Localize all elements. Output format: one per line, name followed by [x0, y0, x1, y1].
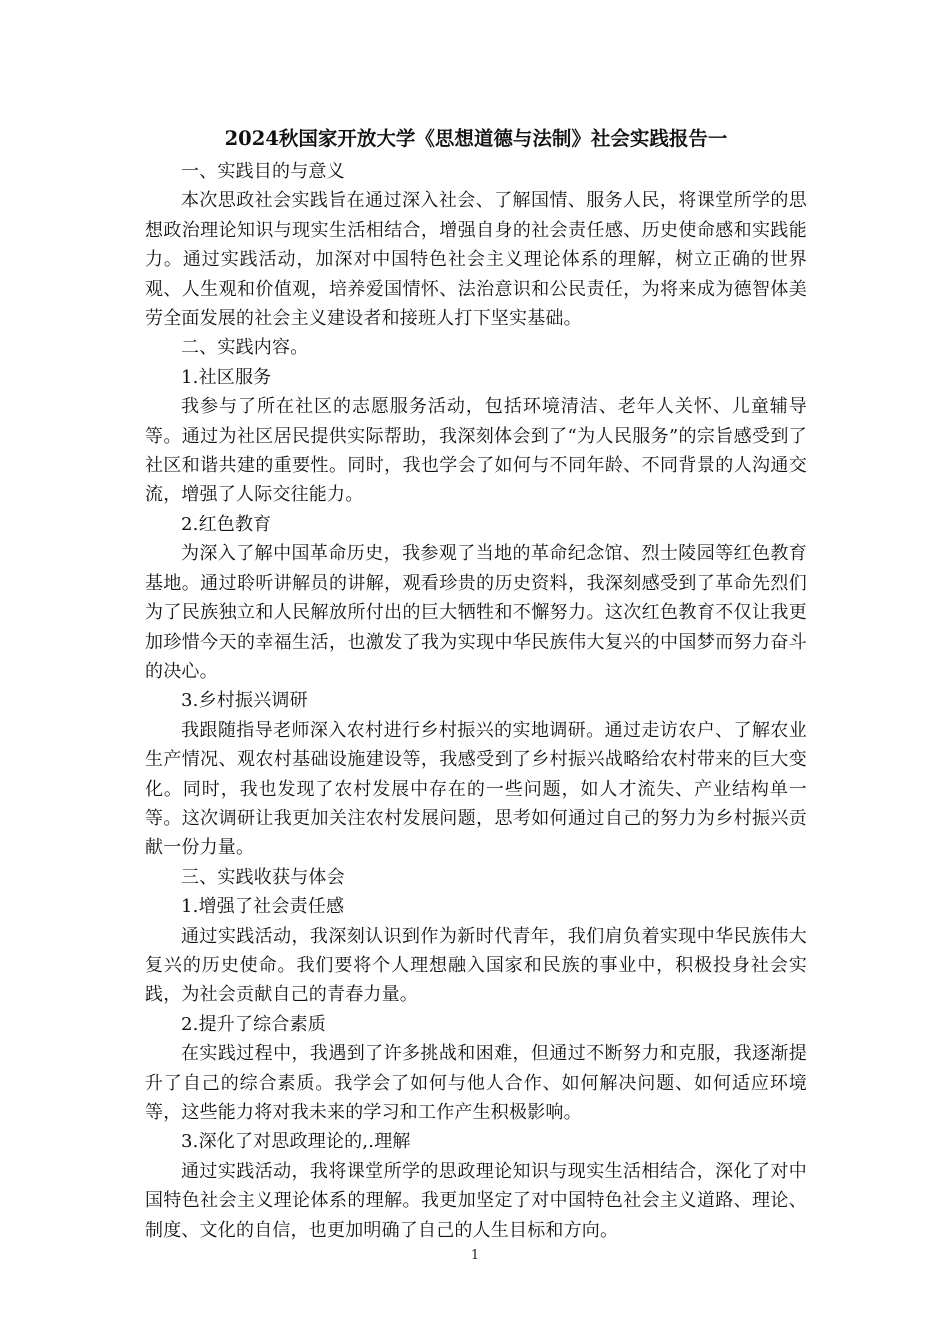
- section-heading-gains: 三、实践收获与体会: [181, 866, 345, 888]
- page-number: 1: [470, 1248, 480, 1263]
- subheading-community-service: 1.社区服务: [181, 366, 272, 388]
- document-title: 2024秋国家开放大学《思想道德与法制》社会实践报告一: [224, 127, 728, 150]
- section-heading-purpose: 一、实践目的与意义: [181, 161, 345, 182]
- subheading-responsibility: 1.增强了社会责任感: [181, 896, 345, 918]
- subheading-rural-research: 3.乡村振兴调研: [181, 690, 308, 712]
- paragraph-responsibility: 通过实践活动，我深刻认识到作为新时代青年，我们肩负着实现中华民族伟大复兴的历史使命。我们要将个人理想融入国家和民族的事业中，积极投身社会实践，为社会贡献自己的青春力量。: [145, 925, 807, 1006]
- paragraph-rural-research: 我跟随指导老师深入农村进行乡村振兴的实地调研。通过走访农户、了解农业生产情况、观农村基础设施建设等，我感受到了乡村振兴战略给农村带来的巨大变化。同时，我也发现了农村发展中存在的一些问题，如人才流失、产业结构单一等。这次调研让我更加关注农村发展问题，思考如何通过自己的努力为乡村振兴贡献一份力量。: [145, 719, 807, 859]
- paragraph-purpose: 本次思政社会实践旨在通过深入社会、了解国情、服务人民，将课堂所学的思想政治理论知识与现实生活相结合，增强自身的社会责任感、历史使命感和实践能力。通过实践活动，加深对中国特色社会主义理论体系的理解，树立正确的世界观、人生观和价值观，培养爱国情怀、法治意识和公民责任，为将来成为德智体美劳全面发展的社会主义建设者和接班人打下坚实基础。: [145, 190, 807, 330]
- subheading-theory: 3.深化了对思政理论的,.理解: [181, 1131, 411, 1153]
- paragraph-community-service: 我参与了所在社区的志愿服务活动，包括环境清洁、老年人关怀、儿童辅导等。通过为社区居民提供实际帮助，我深刻体会到了“为人民服务”的宗旨感受到了社区和谐共建的重要性。同时，我也学会了如何与不同年龄、不同背景的人沟通交流，增强了人际交往能力。: [145, 396, 807, 506]
- subheading-quality: 2.提升了综合素质: [181, 1013, 326, 1035]
- section-heading-content: 二、实践内容。: [181, 337, 309, 359]
- document-body: [145, 124, 807, 1245]
- paragraph-theory: 通过实践活动，我将课堂所学的思政理论知识与现实生活相结合，深化了对中国特色社会主义理论体系的理解。我更加坚定了对中国特色社会主义道路、理论、制度、文化的自信，也更加明确了自己的人生目标和方向。: [145, 1160, 807, 1241]
- paragraph-red-education: 为深入了解中国革命历史，我参观了当地的革命纪念馆、烈士陵园等红色教育基地。通过聆听讲解员的讲解，观看珍贵的历史资料，我深刻感受到了革命先烈们为了民族独立和人民解放所付出的巨大牺牲和不懈努力。这次红色教育不仅让我更加珍惜今天的幸福生活，也激发了我为实现中华民族伟大复兴的中国梦而努力奋斗的决心。: [145, 543, 807, 682]
- subheading-red-education: 2.红色教育: [181, 513, 272, 535]
- paragraph-quality: 在实践过程中，我遇到了许多挑战和困难，但通过不断努力和克服，我逐渐提升了自己的综合素质。我学会了如何与他人合作、如何解决问题、如何适应环境等，这些能力将对我未来的学习和工作产生积极影响。: [145, 1043, 807, 1123]
